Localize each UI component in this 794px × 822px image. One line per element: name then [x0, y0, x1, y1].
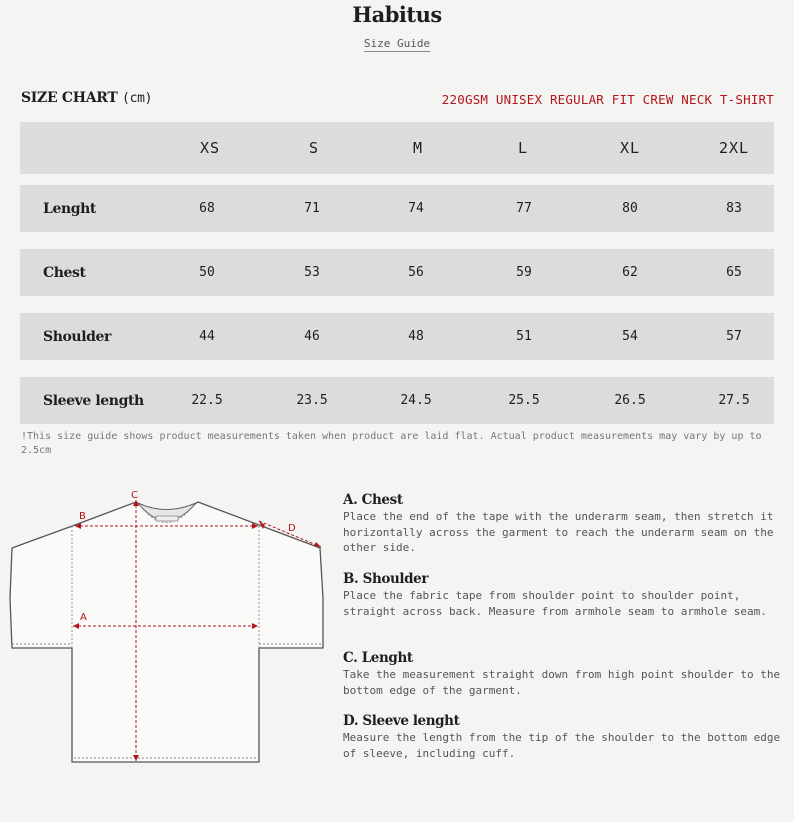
- instruction-length: [343, 650, 783, 698]
- table-cell: 71: [304, 201, 320, 216]
- instruction-text: Place the end of the tape with the underarm seam, then stretch it horizontally across the garment to reach the underarm seam on the other side.: [343, 510, 774, 554]
- table-cell: 57: [726, 329, 742, 344]
- measurement-note: !This size guide shows product measurements taken when product are laid flat. Actual product measurements may vary by up to 2.5cm: [21, 431, 762, 456]
- size-label: 2XL: [718, 139, 750, 157]
- size-label: M: [412, 139, 424, 157]
- table-cell: 68: [199, 201, 215, 216]
- size-label: S: [308, 139, 320, 157]
- table-cell: 59: [516, 265, 532, 280]
- row-label: Shoulder: [43, 328, 111, 345]
- table-cell: 54: [622, 329, 638, 344]
- product-name: 220GSM UNISEX REGULAR FIT CREW NECK T-SHIRT: [441, 92, 774, 107]
- size-label: XS: [199, 139, 221, 157]
- table-cell: 53: [304, 265, 320, 280]
- instruction-title: C. Lenght: [343, 650, 413, 666]
- table-cell: 65: [726, 265, 742, 280]
- instruction-sleeve: [343, 713, 783, 761]
- size-chart-title: [21, 90, 152, 106]
- table-row-sleeve: [20, 377, 774, 424]
- label-b: B: [79, 511, 86, 522]
- instruction-title: B. Shoulder: [343, 571, 429, 587]
- row-label: Sleeve length: [43, 392, 144, 409]
- table-cell: 24.5: [400, 393, 432, 408]
- size-label: XL: [619, 139, 641, 157]
- table-cell: 46: [304, 329, 320, 344]
- table-cell: 50: [199, 265, 215, 280]
- size-chart-unit: (cm): [122, 91, 153, 106]
- size-label: L: [517, 139, 529, 157]
- table-cell: 80: [622, 201, 638, 216]
- table-cell: 51: [516, 329, 532, 344]
- instruction-title: D. Sleeve lenght: [343, 713, 460, 729]
- table-cell: 22.5: [191, 393, 223, 408]
- label-c: C: [131, 490, 138, 501]
- table-cell: 27.5: [718, 393, 750, 408]
- table-cell: 25.5: [508, 393, 540, 408]
- table-cell: 26.5: [614, 393, 646, 408]
- page-subtitle: [0, 32, 794, 51]
- instruction-text: Take the measurement straight down from high point shoulder to the bottom edge of the garment.: [343, 668, 781, 697]
- tshirt-outline: [10, 502, 323, 762]
- label-a: A: [80, 612, 87, 623]
- instruction-shoulder: [343, 571, 783, 619]
- tshirt-diagram: [0, 486, 335, 786]
- table-row-shoulder: [20, 313, 774, 360]
- table-cell: 74: [408, 201, 424, 216]
- table-row-chest: [20, 249, 774, 296]
- brand-title: Habitus: [352, 2, 442, 27]
- label-d: D: [288, 523, 296, 534]
- size-chart-title-text: SIZE CHART: [21, 90, 118, 106]
- instruction-text: Measure the length from the tip of the shoulder to the bottom edge of sleeve, including cuff.: [343, 731, 781, 760]
- instruction-title: A. Chest: [343, 492, 403, 508]
- table-cell: 48: [408, 329, 424, 344]
- table-row-length: [20, 185, 774, 232]
- table-cell: 56: [408, 265, 424, 280]
- table-cell: 77: [516, 201, 532, 216]
- size-header-row: [20, 122, 774, 174]
- instruction-text: Place the fabric tape from shoulder point to shoulder point, straight across back. Measure from armhole seam to armhole seam.: [343, 589, 767, 618]
- table-cell: 62: [622, 265, 638, 280]
- row-label: Chest: [43, 264, 86, 281]
- instruction-chest: [343, 492, 783, 556]
- table-cell: 44: [199, 329, 215, 344]
- table-cell: 83: [726, 201, 742, 216]
- neck-label: [156, 516, 178, 521]
- row-label: Lenght: [43, 200, 96, 217]
- table-cell: 23.5: [296, 393, 328, 408]
- subtitle-text: Size Guide: [363, 37, 431, 50]
